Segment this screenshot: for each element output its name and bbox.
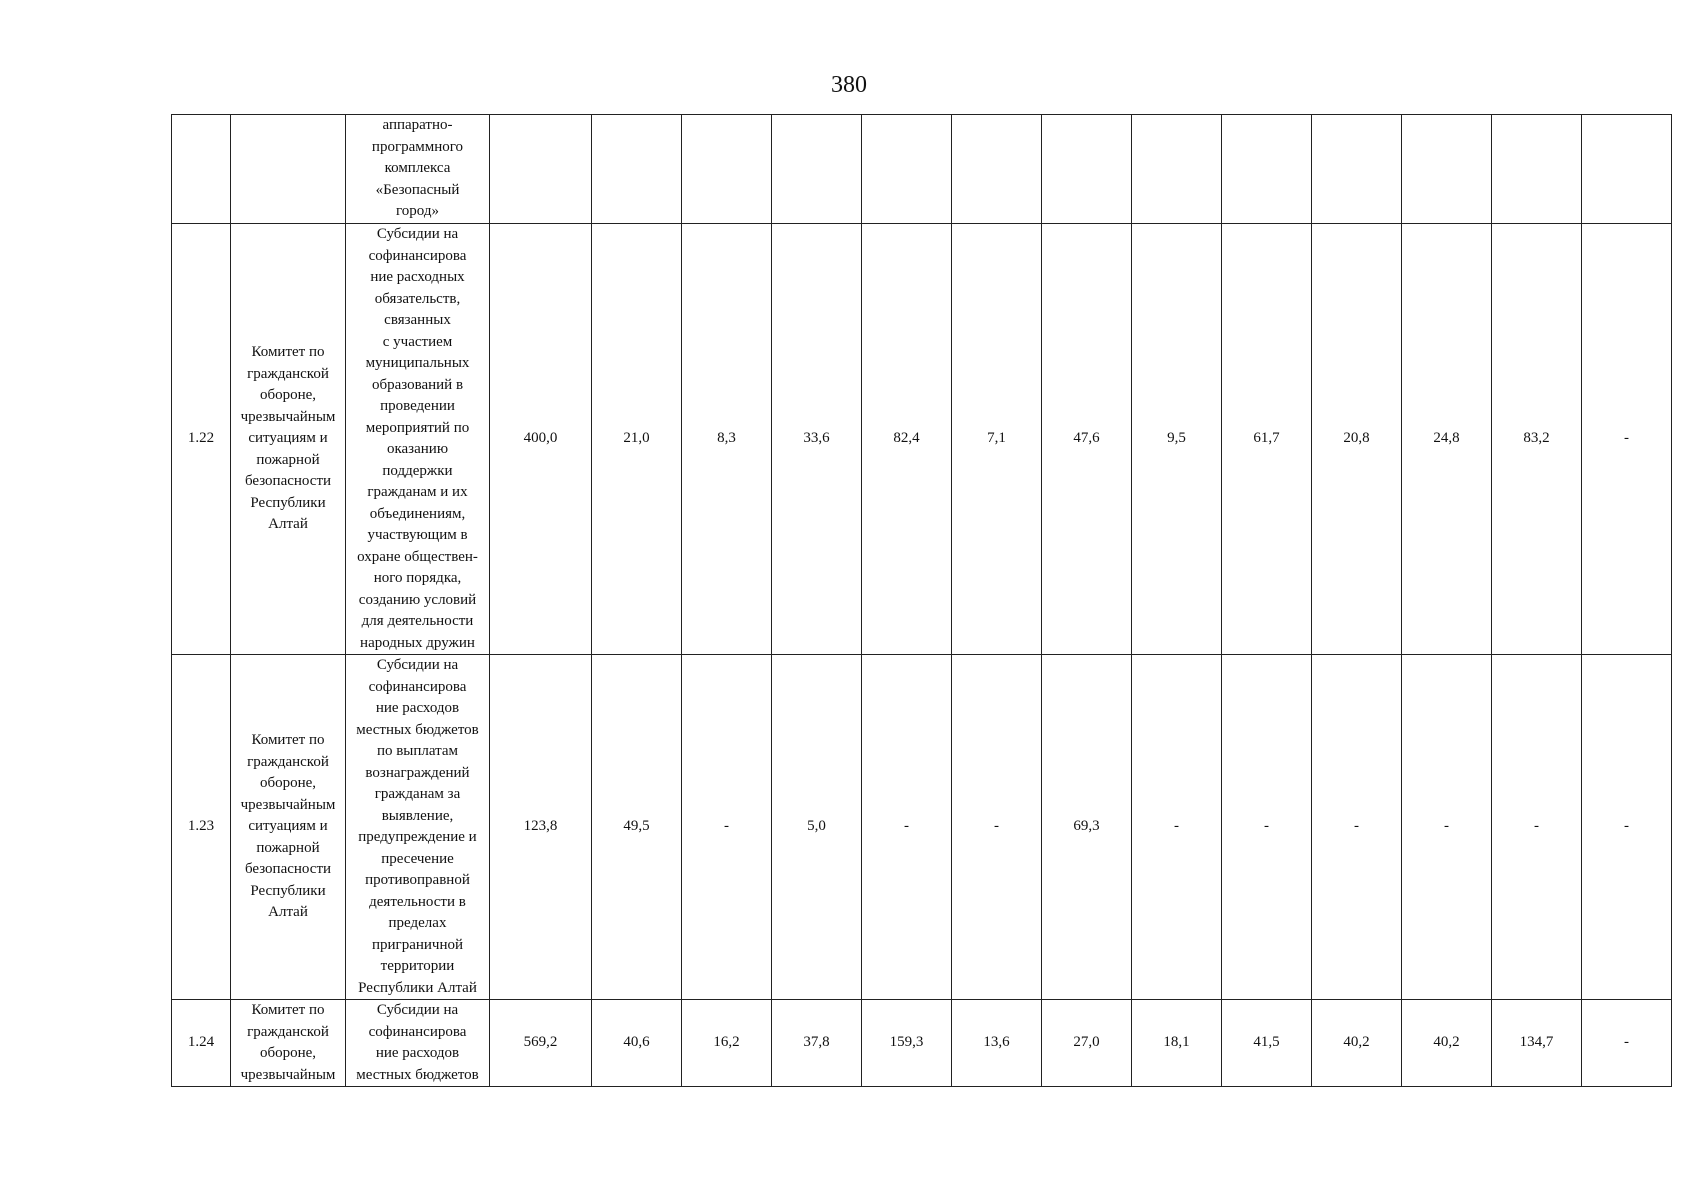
description-cell: Субсидии на софинансирова ние расходов местных бюджетов bbox=[346, 1000, 490, 1087]
value-cell bbox=[1222, 115, 1312, 224]
value-cell: - bbox=[682, 655, 772, 1000]
value-cell bbox=[490, 115, 592, 224]
row-number-cell: 1.22 bbox=[172, 224, 231, 655]
value-cell: 5,0 bbox=[772, 655, 862, 1000]
table-row bbox=[172, 224, 1672, 655]
row-number-cell: 1.23 bbox=[172, 655, 231, 1000]
value-cell: 24,8 bbox=[1402, 224, 1492, 655]
value-cell bbox=[682, 115, 772, 224]
value-cell: 8,3 bbox=[682, 224, 772, 655]
value-cell: 27,0 bbox=[1042, 1000, 1132, 1087]
value-cell: 82,4 bbox=[862, 224, 952, 655]
value-cell bbox=[1042, 115, 1132, 224]
budget-table bbox=[171, 114, 1672, 1087]
value-cell bbox=[592, 115, 682, 224]
value-cell: - bbox=[1492, 655, 1582, 1000]
value-cell: 16,2 bbox=[682, 1000, 772, 1087]
organization-cell bbox=[231, 115, 346, 224]
value-cell: 7,1 bbox=[952, 224, 1042, 655]
value-cell: 69,3 bbox=[1042, 655, 1132, 1000]
value-cell: 83,2 bbox=[1492, 224, 1582, 655]
description-cell: Субсидии на софинансирова ние расходных обязательств, связанных с участием муниципальных образований в проведении мероприятий по оказанию поддержки гражданам и их объединениям, участвующим в охране обществен- ного порядка, созданию условий для деятельности народных дружин bbox=[346, 224, 490, 655]
table-row bbox=[172, 115, 1672, 224]
value-cell: 41,5 bbox=[1222, 1000, 1312, 1087]
organization-cell: Комитет по гражданской обороне, чрезвычайным bbox=[231, 1000, 346, 1087]
description-cell: аппаратно- программного комплекса «Безопасный город» bbox=[346, 115, 490, 224]
value-cell: 159,3 bbox=[862, 1000, 952, 1087]
value-cell bbox=[1402, 115, 1492, 224]
value-cell: 13,6 bbox=[952, 1000, 1042, 1087]
value-cell: - bbox=[1222, 655, 1312, 1000]
organization-cell: Комитет по гражданской обороне, чрезвычайным ситуациям и пожарной безопасности Республики Алтай bbox=[231, 224, 346, 655]
value-cell: - bbox=[1582, 1000, 1672, 1087]
value-cell bbox=[1492, 115, 1582, 224]
value-cell: 569,2 bbox=[490, 1000, 592, 1087]
value-cell bbox=[952, 115, 1042, 224]
value-cell: 123,8 bbox=[490, 655, 592, 1000]
value-cell: 40,6 bbox=[592, 1000, 682, 1087]
value-cell bbox=[1132, 115, 1222, 224]
value-cell bbox=[1312, 115, 1402, 224]
table-row bbox=[172, 655, 1672, 1000]
description-cell: Субсидии на софинансирова ние расходов местных бюджетов по выплатам вознаграждений гражданам за выявление, предупреждение и пресечение противоправной деятельности в пределах приграничной территории Республики Алтай bbox=[346, 655, 490, 1000]
row-number-cell: 1.24 bbox=[172, 1000, 231, 1087]
value-cell bbox=[862, 115, 952, 224]
row-number-cell bbox=[172, 115, 231, 224]
value-cell: 61,7 bbox=[1222, 224, 1312, 655]
value-cell: 9,5 bbox=[1132, 224, 1222, 655]
table-body bbox=[172, 115, 1672, 1087]
value-cell: 400,0 bbox=[490, 224, 592, 655]
value-cell: 49,5 bbox=[592, 655, 682, 1000]
value-cell: 37,8 bbox=[772, 1000, 862, 1087]
organization-cell: Комитет по гражданской обороне, чрезвычайным ситуациям и пожарной безопасности Республики Алтай bbox=[231, 655, 346, 1000]
value-cell: - bbox=[1402, 655, 1492, 1000]
value-cell bbox=[1582, 115, 1672, 224]
value-cell: - bbox=[1582, 224, 1672, 655]
value-cell: 33,6 bbox=[772, 224, 862, 655]
value-cell: - bbox=[1312, 655, 1402, 1000]
table-row bbox=[172, 1000, 1672, 1087]
value-cell bbox=[772, 115, 862, 224]
value-cell: - bbox=[1582, 655, 1672, 1000]
value-cell: 40,2 bbox=[1312, 1000, 1402, 1087]
value-cell: 18,1 bbox=[1132, 1000, 1222, 1087]
value-cell: - bbox=[952, 655, 1042, 1000]
value-cell: 47,6 bbox=[1042, 224, 1132, 655]
value-cell: 40,2 bbox=[1402, 1000, 1492, 1087]
value-cell: 21,0 bbox=[592, 224, 682, 655]
value-cell: - bbox=[862, 655, 952, 1000]
value-cell: 20,8 bbox=[1312, 224, 1402, 655]
page-number: 380 bbox=[831, 72, 867, 98]
value-cell: - bbox=[1132, 655, 1222, 1000]
value-cell: 134,7 bbox=[1492, 1000, 1582, 1087]
